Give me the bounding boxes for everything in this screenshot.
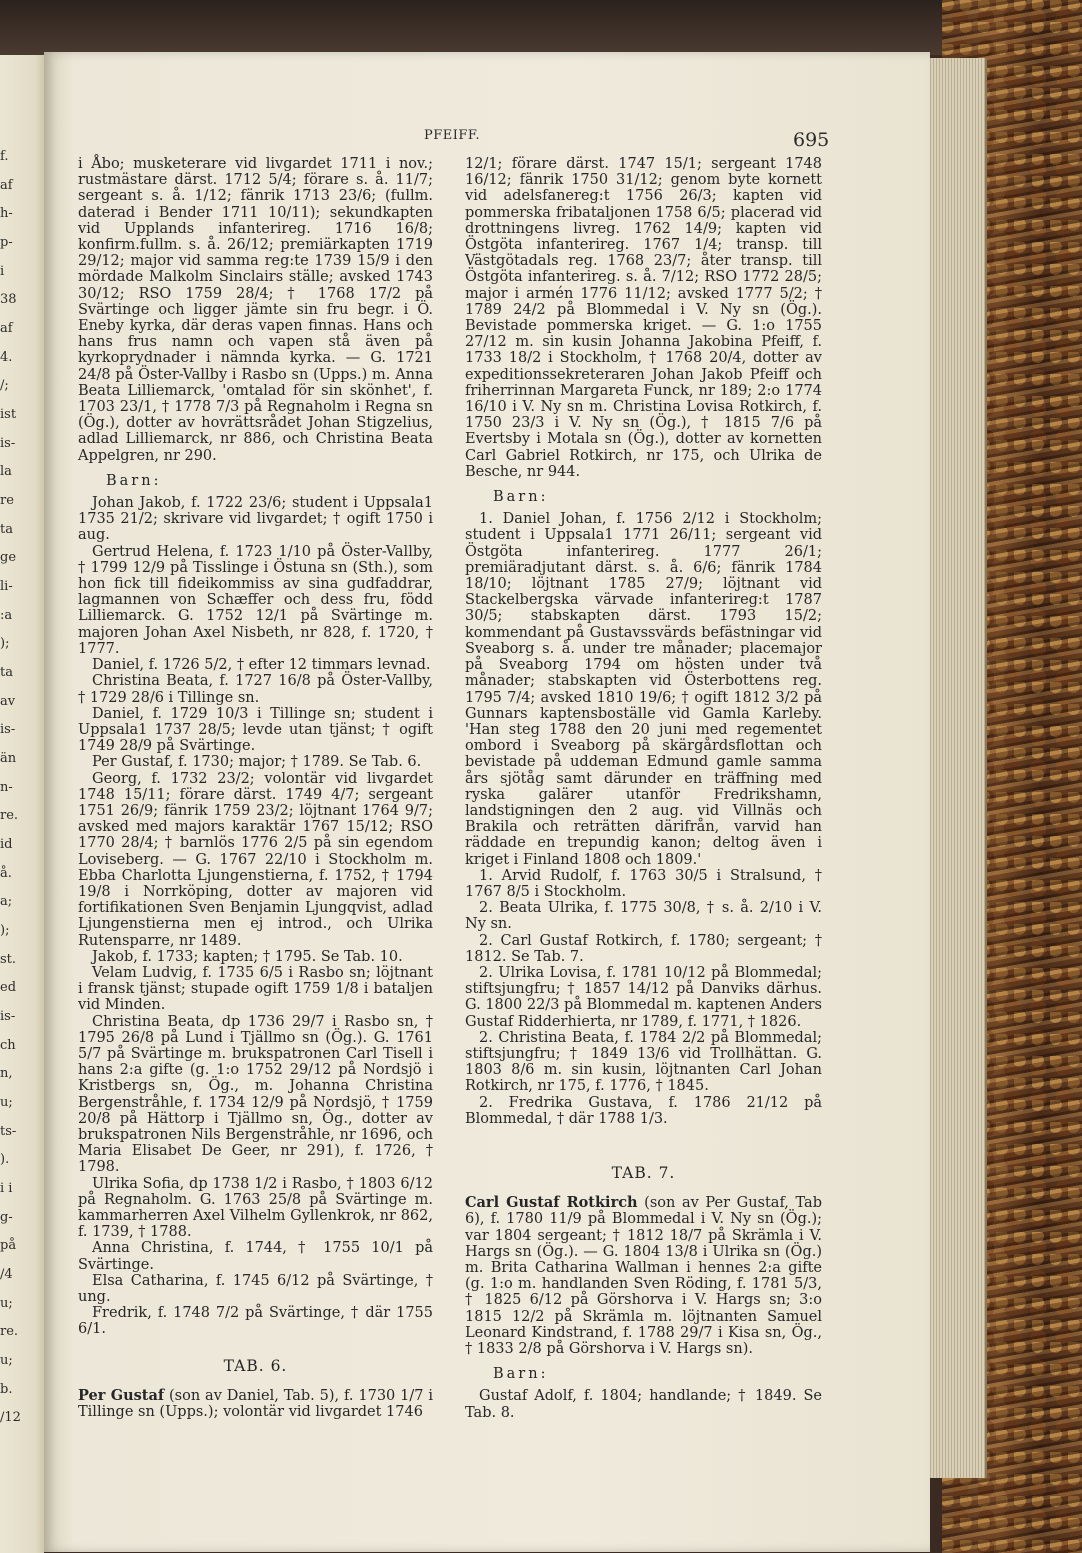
left-page-edge: [0, 55, 44, 1553]
table-intro-paragraph: [78, 1388, 433, 1420]
paragraph-text: (son av Per Gustaf, Tab 6), f. 1780 11/9 på Blommedal i V. Ny sn (Ög.); var 1804 sergeant; † 1812 18/7 på Skrämla i V. Hargs sn (Ög.). — G. 1804 13/8 i Ulrika sn (Ög.) m. Brita Catharina Wallman i hennes 2:a gifte (g. 1:o m. handlanden Sven Röding, f. 1781 5/3, † 1825 6/12 på Görshorva i V. Hargs sn; 3:o 1815 12/2 på Skrämla m. löjtnanten Samuel Leonard Kindstrand, f. 1788 29/7 i Kisa sn, Ög., † 1833 2/8 på Görshorva i V. Hargs sn).: [465, 1195, 822, 1358]
running-head: PFEIFF.: [424, 128, 481, 143]
left-page-text-fragment: is-: [0, 435, 16, 451]
stacked-page-edges: [925, 58, 987, 1478]
left-page-text-fragment: re.: [0, 1324, 19, 1340]
entry-paragraph: 1. Daniel Johan, f. 1756 2/12 i Stockholm; student i Uppsala1 1771 26/11; sergeant vid Östgöta infanterireg. 1777 26/1; premiäradjutant därst. s. å. 6/6; fänrik 1784 18/10; löjtnant 1785 27/9; löjtnant vid Stackelbergska värvade infanterireg:t 1787 30/5; stabskapten därst. 1793 15/2; kommendant på Gustavssvärds befästningar vid Sveaborg s. å. under tre månader; placemajor på Sveaborg 1794 om hösten under två månader; stabskapten vid Österbottens reg. 1795 7/4; avsked 1810 19/6; † ogift 1812 3/2 på Gunnars kaptensboställe vid Gamla Karleby. 'Han steg 1788 den 20 juni med regementet ombord i Sveaborg på skärgårdsflottan och bevistade på uddeman Edmund gamle samma års sjötåg samt därunder en träffning med ryska galärer utanför Fredrikshamn, landstigningen den 2 aug. vid Villnäs och Brakila och reträtten därifrån, varvid han räddade en trepundig kanon; deltog även i kriget i Finland 1808 och 1809.': [465, 511, 822, 868]
left-page-text-fragment: 38: [0, 292, 17, 308]
left-page-text-fragment: n-: [0, 779, 13, 795]
person-name: Carl Gustaf Rotkirch: [465, 1194, 638, 1212]
entry-paragraph: Georg, f. 1732 23/2; volontär vid livgardet 1748 15/11; förare därst. 1749 4/7; sergeant 1751 26/9; fänrik 1759 23/2; löjtnant 1764 9/7; avsked med majors karaktär 1767 15/12; RSO 1770 28/4; † barnlös 1776 2/5 på sin egendom Loviseberg. — G. 1767 22/10 i Stockholm m. Ebba Charlotta Ljungenstierna, f. 1752, † 1794 19/8 i Norrköping, dotter av majoren vid fortifikationen Sven Benjamin Ljungqvist, adlad Ljungenstierna men ej introd., och Ulrika Rutensparre, nr 1489.: [78, 770, 433, 949]
left-page-text-fragment: ge: [0, 550, 17, 566]
entry-paragraph: Gustaf Adolf, f. 1804; handlande; † 1849. Se Tab. 8.: [465, 1388, 822, 1421]
left-page-text-fragment: p-: [0, 235, 13, 250]
left-page-text-fragment: h-: [0, 206, 13, 222]
left-page-text-fragment: u;: [0, 1295, 13, 1311]
paragraph: 12/1; förare därst. 1747 15/1; sergeant 1748 16/12; fänrik 1750 31/12; genom byte kornett vid adelsfanereg:t 1756 26/3; kapten vid pommerska fribataljonen 1758 6/5; placerad vid drottningens livreg. 1762 14/9; kapten vid Östgöta infanterireg. 1767 1/4; transp. till Västgötadals reg. 1768 23/7; åter transp. till Östgöta infanterireg. s. å. 7/12; RSO 1772 28/5; major i armén 1776 11/12; avsked 1777 5/2; † 1789 24/2 på Blommedal i V. Ny sn (Ög.). Bevistade pommerska kriget. — G. 1:o 1755 27/12 m. sin kusin Johanna Jakobina Pfeiff, f. 1733 18/2 i Stockholm, † 1768 20/4, dotter av expeditionssekreteraren Johan Jakob Pfeiff och friherrinnan Margareta Funck, nr 189; 2:o 1774 16/10 i V. Ny sn m. Christina Lovisa Rotkirch, f. 1750 23/3 i V. Ny sn (Ög.), † 1815 7/6 på Evertsby i Motala sn (Ög.), dotter av kornetten Carl Gabriel Rotkirch, nr 175, och Ulrika de Besche, nr 944.: [465, 156, 822, 480]
left-page-text-fragment: b.: [0, 1381, 13, 1397]
left-page-text-fragment: is-: [0, 722, 16, 738]
left-page-text-fragment: li-: [0, 579, 13, 594]
entry-paragraph: 2. Christina Beata, f. 1784 2/2 på Blommedal; stiftsjungfru; † 1849 13/6 vid Trollhättan. G. 1803 8/6 m. sin kusin, löjtnanten Carl Johan Rotkirch, nr 175, f. 1776, † 1845.: [465, 1029, 822, 1095]
entry-paragraph: Elsa Catharina, f. 1745 6/12 på Svärtinge, † ung.: [78, 1272, 433, 1306]
left-page-text-fragment: i: [0, 263, 5, 279]
left-page-text-fragment: ta: [0, 665, 13, 680]
book-top-shadow: [0, 0, 1082, 55]
left-page-text-fragment: ed: [0, 980, 17, 996]
person-name: Per Gustaf: [78, 1386, 165, 1404]
left-page-text-fragment: n,: [0, 1066, 13, 1082]
left-page-text-fragment: på: [0, 1238, 17, 1254]
left-page-text-fragment: 4.: [0, 349, 13, 365]
section-heading-barn: Barn:: [106, 472, 162, 489]
left-page-text-fragment: st.: [0, 951, 17, 967]
left-page-text-fragment: /12: [0, 1410, 21, 1426]
paragraph: i Åbo; musketerare vid livgardet 1711 i nov.; rustmästare därst. 1712 5/4; förare s. å. 11/7; sergeant s. å. 1/12; fänrik 1713 23/6; (fullm. daterad i Bender 1711 10/11); sekundkapten vid Upplands infanterireg. 1716 16/8; konfirm.fullm. s. å. 26/12; premiärkapten 1719 29/12; major vid samma reg:te 1739 15/9 i den mördade Malkolm Sinclairs ställe; avsked 1743 30/12; RSO 1759 28/4; † 1768 17/2 på Svärtinge och ligger jämte sin fru begr. i Ö. Eneby kyrka, där deras vapen finnas. Hans och hans frus namn och vapen stå även på kyrkoprydnader i nämnda kyrka. — G. 1721 24/8 på Öster-Vallby i Rasbo sn (Upps.) m. Anna Beata Lilliemarck, 'omtalad för sin skönhet', f. 1703 23/1, † 1778 7/3 på Regnaholm i Regna sn (Ög.), dotter av hovrättsrådet Johan Stigzelius, adlad Lilliemarck, nr 886, och Christina Beata Appelgren, nr 290.: [78, 156, 433, 464]
left-page-text-fragment: f.: [0, 149, 9, 164]
left-page-text-fragment: :a: [0, 607, 13, 623]
section-heading-barn: Barn:: [493, 489, 549, 506]
entry-paragraph: Gertrud Helena, f. 1723 1/10 på Öster-Vallby, † 1799 12/9 på Tisslinge i Östuna sn (Sth.), som hon fick till fideikommiss av sina gudfaddrar, lagmannen von Schæffer och dess fru, född Lilliemarck. G. 1752 12/1 på Svärtinge m. majoren Johan Axel Nisbeth, nr 828, f. 1720, † 1777.: [78, 543, 433, 657]
entry-paragraph: Fredrik, f. 1748 7/2 på Svärtinge, † där 1755 6/1.: [78, 1305, 433, 1338]
left-page-text-fragment: ch: [0, 1037, 16, 1053]
left-page-text-fragment: u;: [0, 1095, 13, 1110]
left-page-text-fragment: än: [0, 751, 17, 766]
entry-paragraph: 2. Beata Ulrika, f. 1775 30/8, † s. å. 2/10 i V. Ny sn.: [465, 900, 822, 933]
left-page-text-fragment: ta: [0, 521, 13, 537]
entry-paragraph: 2. Carl Gustaf Rotkirch, f. 1780; sergeant; † 1812. Se Tab. 7.: [465, 932, 822, 965]
left-page-text-fragment: ist: [0, 407, 17, 422]
page-number: 695: [793, 129, 830, 151]
entry-paragraph: 2. Fredrika Gustava, f. 1786 21/12 på Blommedal, † där 1788 1/3.: [465, 1094, 822, 1127]
left-text-column: [78, 156, 433, 1420]
left-page-text-fragment: la: [0, 464, 12, 480]
left-page-text-fragment: /;: [0, 378, 9, 394]
left-page-text-fragment: af: [0, 321, 13, 336]
entry-paragraph: Johan Jakob, f. 1722 23/6; student i Uppsala1 1735 21/2; skrivare vid livgardet; † ogift 1750 i aug.: [78, 495, 433, 544]
left-page-text-fragment: );: [0, 636, 10, 652]
table-heading: TAB. 6.: [223, 1356, 288, 1375]
left-page-text-fragment: is-: [0, 1009, 16, 1024]
left-page-text-fragment: u;: [0, 1353, 13, 1368]
left-page-text-fragment: ts-: [0, 1123, 17, 1139]
left-page-text-fragment: /4: [0, 1267, 13, 1282]
entry-paragraph: Ulrika Sofia, dp 1738 1/2 i Rasbo, † 1803 6/12 på Regnaholm. G. 1763 25/8 på Svärtinge m. kammarherren Axel Vilhelm Gyllenkrok, nr 862, f. 1739, † 1788.: [78, 1175, 433, 1241]
right-text-column: [465, 156, 822, 1421]
left-page-text-fragment: id: [0, 837, 13, 852]
entry-paragraph: Daniel, f. 1729 10/3 i Tillinge sn; student i Uppsala1 1737 28/5; levde utan tjänst; † ogift 1749 28/9 på Svärtinge.: [78, 705, 433, 755]
entry-paragraph: Daniel, f. 1726 5/2, † efter 12 timmars levnad.: [92, 657, 431, 674]
section-heading-barn: Barn:: [493, 1366, 549, 1383]
entry-paragraph: 1. Arvid Rudolf, f. 1763 30/5 i Stralsund, † 1767 8/5 i Stockholm.: [465, 867, 822, 900]
entry-paragraph: Christina Beata, dp 1736 29/7 i Rasbo sn, † 1795 26/8 på Lund i Tjällmo sn (Ög.). G. 1761 5/7 på Svärtinge m. brukspatronen Carl Tisell i hans 2:a gifte (g. 1:o 1752 29/12 på Nordsjö i Kristbergs sn, Ög., m. Johanna Christina Bergenstråhle, f. 1734 12/9 på Nordsjö, † 1759 20/8 på Hättorp i Tjällmo sn, Ög., dotter av brukspatronen Nils Bergenstråhle, nr 1696, och Maria Elisabet De Geer, nr 291), f. 1726, † 1798.: [78, 1013, 433, 1176]
paragraph-text: (son av Daniel, Tab. 5), f. 1730 1/7 i Tillinge sn (Upps.); volontär vid livgardet 1746: [78, 1387, 433, 1421]
left-page-text-fragment: av: [0, 693, 16, 709]
left-page-text-fragment: i i: [0, 1181, 13, 1196]
entry-paragraph: Jakob, f. 1733; kapten; † 1795. Se Tab. 10.: [92, 948, 403, 965]
entry-paragraph: 2. Ulrika Lovisa, f. 1781 10/12 på Blommedal; stiftsjungfru; † 1857 14/12 på Danviks därhus. G. 1800 22/3 på Blommedal m. kaptenen Anders Gustaf Ridderhierta, nr 1789, f. 1771, † 1826.: [465, 964, 822, 1030]
left-page-text-fragment: g-: [0, 1209, 13, 1225]
entry-paragraph: Anna Christina, f. 1744, † 1755 10/1 på Svärtinge.: [78, 1240, 433, 1273]
left-page-text-fragment: af: [0, 177, 13, 193]
left-page-text-fragment: );: [0, 923, 10, 938]
left-page-text-fragment: ).: [0, 1152, 10, 1168]
left-page-text-fragment: a;: [0, 894, 13, 910]
entry-paragraph: Per Gustaf, f. 1730; major; † 1789. Se Tab. 6.: [92, 754, 422, 771]
entry-paragraph: Velam Ludvig, f. 1735 6/5 i Rasbo sn; löjtnant i fransk tjänst; stupade ogift 1759 1/8 i bataljen vid Minden.: [78, 964, 433, 1014]
left-page-text-fragment: re.: [0, 808, 19, 824]
left-page-text-fragment: å.: [0, 865, 12, 881]
left-page-text-fragment: re: [0, 493, 14, 508]
table-intro-paragraph: [465, 1195, 822, 1357]
table-heading: TAB. 7.: [611, 1163, 676, 1182]
entry-paragraph: Christina Beata, f. 1727 16/8 på Öster-Vallby, † 1729 28/6 i Tillinge sn.: [78, 673, 433, 706]
spacer: [465, 1127, 822, 1145]
